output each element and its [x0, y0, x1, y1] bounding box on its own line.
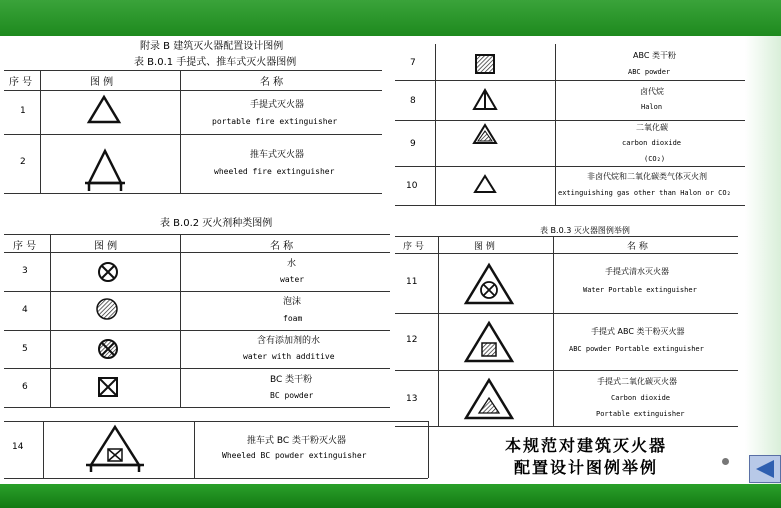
row-en-name-line2: Portable extinguisher — [596, 410, 685, 418]
foam-icon — [95, 297, 119, 321]
row-en-name: water — [280, 275, 305, 284]
other-gas-icon — [473, 174, 497, 194]
row-number: 6 — [22, 382, 28, 392]
t2-head-no: 序 号 — [13, 241, 37, 252]
t1-head-fig: 图 例 — [90, 77, 114, 88]
row-cn-name: 手提式清水灭火器 — [605, 267, 669, 276]
row-en-name: carbon dioxide — [622, 139, 682, 147]
row-cn-name: 手提式灭火器 — [250, 100, 305, 110]
row-cn-name: 非卤代烷和二氧化碳类气体灭火剂 — [587, 172, 707, 181]
water-portable-extinguisher-icon — [463, 262, 515, 306]
row-en-name: ABC powder — [628, 68, 671, 76]
t1-head-name: 名 称 — [260, 77, 284, 88]
row-en-name: BC powder — [270, 391, 314, 400]
row-cn-name: BC 类干粉 — [270, 375, 313, 385]
t2-head-fig: 图 例 — [94, 241, 118, 252]
abc-powder-icon — [474, 53, 496, 75]
row-en-name: ABC powder Portable extinguisher — [569, 345, 704, 353]
row-cn-name: 卤代烷 — [640, 87, 664, 96]
row-cn-name: 推车式 BC 类干粉灭火器 — [247, 436, 347, 446]
portable-extinguisher-icon — [86, 94, 122, 126]
row-en-name: water with additive — [243, 352, 335, 361]
row-number: 2 — [20, 157, 26, 167]
carbon-dioxide-icon — [472, 123, 498, 145]
halon-icon — [472, 88, 498, 112]
wheeled-extinguisher-icon — [83, 147, 127, 193]
row-cn-name: 二氧化碳 — [636, 123, 668, 132]
t3-head-no: 序 号 — [403, 242, 424, 252]
row-number: 4 — [22, 305, 28, 315]
row-en-name: wheeled fire extinguisher — [214, 167, 335, 176]
t3-head-name: 名 称 — [627, 242, 648, 252]
footer-title-line2: 配置设计图例举例 — [514, 458, 659, 477]
footer-title-line1: 本规范对建筑灭火器 — [505, 436, 668, 455]
row-en-name: Wheeled BC powder extinguisher — [222, 451, 367, 460]
row-number: 9 — [410, 139, 416, 149]
row-number: 1 — [20, 106, 26, 116]
abc-powder-portable-extinguisher-icon — [463, 320, 515, 364]
top-green-bar — [0, 0, 781, 36]
water-with-additive-icon — [97, 338, 119, 360]
row-cn-name: 含有添加剂的水 — [257, 336, 321, 346]
t3-head-fig: 图 例 — [474, 242, 495, 252]
row-cn-name: 水 — [287, 259, 297, 269]
row-en-name: portable fire extinguisher — [212, 117, 338, 126]
t2-head-name: 名 称 — [270, 241, 294, 252]
row-en-name: extinguishing gas other than Halon or CO₂ — [558, 189, 731, 197]
t1-head-no: 序 号 — [9, 77, 33, 88]
row-en-name: foam — [283, 314, 303, 323]
row-number: 7 — [410, 58, 416, 68]
table-b01-caption: 表 B.0.1 手提式、推车式灭火器图例 — [134, 57, 297, 68]
row-number: 11 — [406, 277, 418, 287]
left-arrow-icon — [750, 456, 780, 482]
wheeled-bc-powder-extinguisher-icon — [84, 424, 146, 474]
row-cn-name: 手提式 ABC 类干粉灭火器 — [591, 327, 685, 336]
table-b03-caption: 表 B.0.3 灭火器图例举例 — [540, 226, 630, 235]
previous-slide-button[interactable] — [749, 455, 781, 483]
row-number: 5 — [22, 344, 28, 354]
row-number: 13 — [406, 394, 418, 404]
appendix-title: 附录 B 建筑灭火器配置设计图例 — [140, 41, 284, 52]
row-cn-name: 泡沫 — [283, 297, 302, 307]
carbon-dioxide-portable-extinguisher-icon — [463, 377, 515, 421]
row-cn-name: ABC 类干粉 — [633, 51, 676, 60]
right-gradient-strip — [745, 36, 781, 484]
bottom-green-bar — [0, 484, 781, 508]
row-number: 12 — [406, 335, 418, 345]
row-number: 14 — [12, 442, 24, 452]
row-number: 10 — [406, 181, 418, 191]
row-en-name: Carbon dioxide — [611, 394, 671, 402]
table-b02-caption: 表 B.0.2 灭火剂种类图例 — [160, 218, 273, 229]
row-number: 8 — [410, 96, 416, 106]
water-icon — [97, 261, 119, 283]
bc-powder-icon — [97, 376, 119, 398]
row-cn-name: 手提式二氧化碳灭火器 — [597, 377, 677, 386]
bullet-dot — [722, 458, 729, 465]
row-cn-name: 推车式灭火器 — [250, 150, 305, 160]
row-en-name: Water Portable extinguisher — [583, 286, 697, 294]
row-en-formula: (CO₂) — [644, 155, 666, 163]
row-en-name: Halon — [641, 103, 663, 111]
row-number: 3 — [22, 266, 28, 276]
